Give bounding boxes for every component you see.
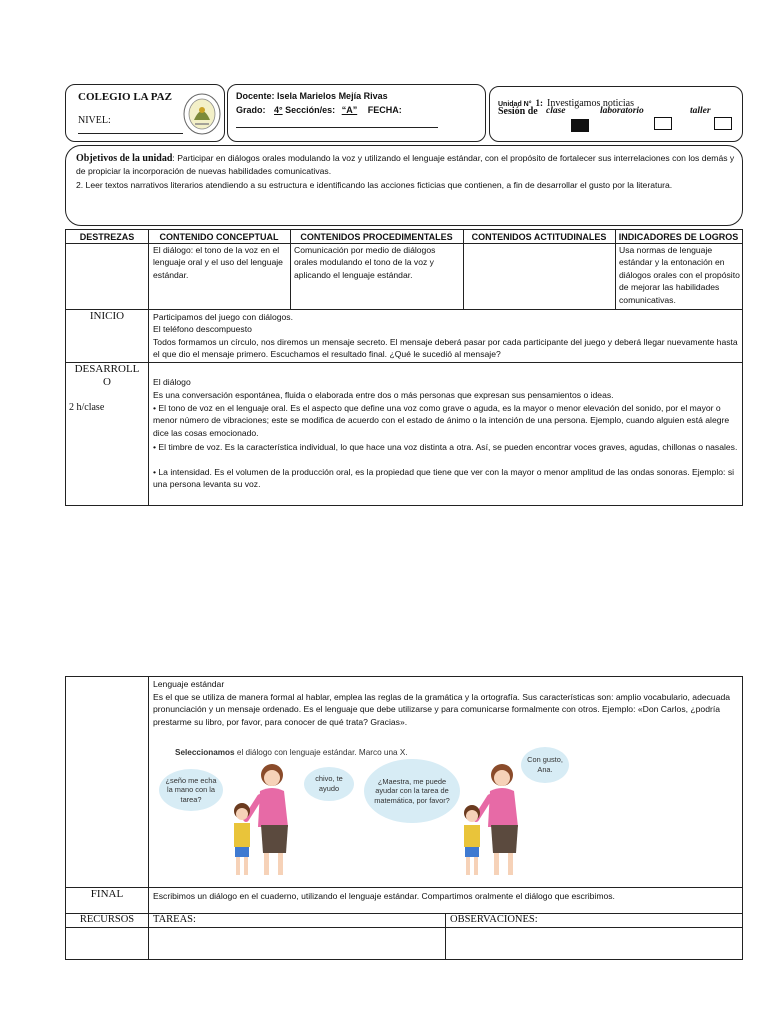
dialogo-p1: Es una conversación espontánea, fluida o elaborada entre dos o más personas que expresan sus pensamientos o ideas.	[153, 390, 614, 400]
procedimental-cell: Comunicación por medio de diálogos orales modulando el tono de la voz y aplicando el lenguaje estándar.	[294, 245, 436, 280]
school-box	[65, 84, 225, 142]
level-line	[78, 133, 183, 134]
teacher-box	[227, 84, 486, 142]
speech-bubble-2: chivo, te ayudo	[304, 767, 354, 801]
laboratorio-checkbox[interactable]	[654, 117, 672, 130]
desarrollo-label	[66, 363, 148, 389]
header-destrezas: DESTREZAS	[79, 232, 135, 242]
desarrollo-label-a: DESARROLL	[74, 363, 140, 375]
conceptual-cell: El diálogo: el tono de la voz en el lenguaje oral y el uso del lenguaje estándar.	[153, 245, 283, 280]
seccion-label: Sección/es:	[285, 105, 336, 115]
fecha-line	[236, 127, 438, 128]
indicadores-cell: Usa normas de lenguaje estándar y la entonación en diálogos orales con el propósito de mejorar las habilidades comunicativas.	[619, 245, 740, 305]
seccion-value: “A”	[341, 105, 358, 115]
unit-box	[489, 86, 743, 142]
content-table	[65, 229, 743, 506]
speech-bubble-3: ¿Maestra, me puede ayudar con la tarea de matemática, por favor?	[364, 759, 460, 823]
option-laboratorio: laboratorio	[600, 106, 644, 116]
dialogo-p2: • El tono de voz en el lenguaje oral. Es el aspecto que define una voz como grave o aguda, es la mayor o menor elevación del sonido, por el mayor o menor número de vibraciones; este se modifica de acuerdo con el estado de ánimo o la intención de una persona. Ejemplo, cuando alguien está alegre dice las cosas emocionado.	[153, 403, 730, 438]
fecha-label: FECHA:	[367, 105, 402, 115]
school-name: COLEGIO LA PAZ	[78, 91, 172, 103]
objectives-label: Objetivos de la unidad	[76, 153, 173, 164]
tareas-label: TAREAS:	[153, 914, 196, 925]
dialogo-p4: • La intensidad. Es el volumen de la producción oral, es la propiedad que tiene que ver con la mayor o menor amplitud de las ondas sonoras. Ejemplo: si una persona levanta su voz.	[153, 467, 735, 490]
unidad-title: Investigamos noticias	[547, 98, 634, 109]
header-indicadores: INDICADORES DE LOGROS	[618, 232, 739, 242]
sesion-label: Sesión de	[498, 106, 538, 117]
speech-bubble-4: Con gusto, Ana.	[521, 747, 569, 783]
dialogo-title: El diálogo	[153, 377, 191, 387]
objectives-text-1: : Participar en diálogos orales modulando la voz y utilizando el lenguaje estándar, con el propósito de fortalecer sus interrelaciones con los demás y de propiciar la incorporación de nuevas habilidades comunicativas.	[76, 153, 735, 177]
clase-checkbox[interactable]	[571, 119, 589, 132]
unidad-label: Unidad N°	[498, 101, 532, 108]
school-logo-icon	[182, 92, 222, 136]
lenguaje-text: Es el que se utiliza de manera formal al hablar, emplea las reglas de la gramática y la ortografía. Sus características son: amplio vocabulario, adecuada pronunciación y un mensaje ordenado. Es el lenguaje que debe utilizarse y para comunicarse formalmente con otros. Ejemplo: «Don Carlos, ¿podría prestarme su libro, por favor, para conocer de qué trata? Gracias».	[153, 692, 731, 727]
header-conceptual: CONTENIDO CONCEPTUAL	[159, 232, 279, 242]
grado-label: Grado:	[236, 105, 266, 115]
lenguaje-title: Lenguaje estándar	[153, 679, 225, 689]
recursos-label: RECURSOS	[79, 914, 135, 925]
teacher-child-scene-1-icon	[228, 761, 308, 885]
activity-illustration	[158, 745, 598, 885]
final-text: Escribimos un diálogo en el cuaderno, utilizando el lenguaje estándar. Compartimos oralmente el diálogo que escribimos.	[153, 891, 615, 901]
activity-bold: Seleccionamos	[175, 748, 235, 757]
observaciones-label: OBSERVACIONES:	[450, 914, 538, 925]
header-actitudinales: CONTENIDOS ACTITUDINALES	[471, 232, 607, 242]
objectives-text-2: 2. Leer textos narrativos literarios atendiendo a su estructura e identificando las acciones ficticias que contienen, a fin de desarrollar el gusto por la literatura.	[76, 180, 673, 190]
inicio-line-3: Todos formamos un círculo, nos diremos un mensaje secreto. El mensaje deberá pasar por cada participante del juego y deberá llegar nuevamente hasta el que dio el mensaje primero. Escuchamos el resultado final. ¿Qué le sucedió al mensaje?	[153, 337, 738, 360]
inicio-label: INICIO	[89, 310, 125, 322]
activity-instruction: el diálogo con lenguaje estándar. Marco una X.	[234, 748, 408, 757]
dialogo-p3: • El timbre de voz. Es la característica individual, lo que hace una voz distinta a otra. Así, se pueden encontrar voces graves, agudas, chillonas o nasales.	[153, 442, 738, 452]
inicio-line-1: Participamos del juego con diálogos.	[153, 312, 293, 322]
observaciones-field[interactable]	[447, 929, 741, 958]
lesson-plan-page-2	[65, 676, 743, 960]
tareas-field[interactable]	[150, 929, 444, 958]
objectives-box	[65, 145, 743, 226]
taller-checkbox[interactable]	[714, 117, 732, 130]
speech-bubble-1: ¿seño me echa la mano con la tarea?	[159, 769, 223, 811]
docente-label: Docente:	[236, 91, 275, 101]
unidad-number: 1:	[535, 98, 544, 108]
docente-name: Isela Marielos Mejía Rivas	[277, 91, 388, 101]
header-procedimentales: CONTENIDOS PROCEDIMENTALES	[300, 232, 453, 242]
desarrollo-duration: 2 h/clase	[69, 402, 105, 413]
level-label: NIVEL:	[78, 115, 111, 126]
final-label: FINAL	[90, 888, 124, 900]
option-taller: taller	[690, 106, 711, 116]
grado-value: 4°	[274, 105, 283, 115]
inicio-line-2: El teléfono descompuesto	[153, 324, 252, 334]
teacher-child-scene-2-icon	[458, 761, 538, 885]
option-clase: clase	[546, 106, 566, 116]
desarrollo-label-b: O	[103, 376, 111, 388]
